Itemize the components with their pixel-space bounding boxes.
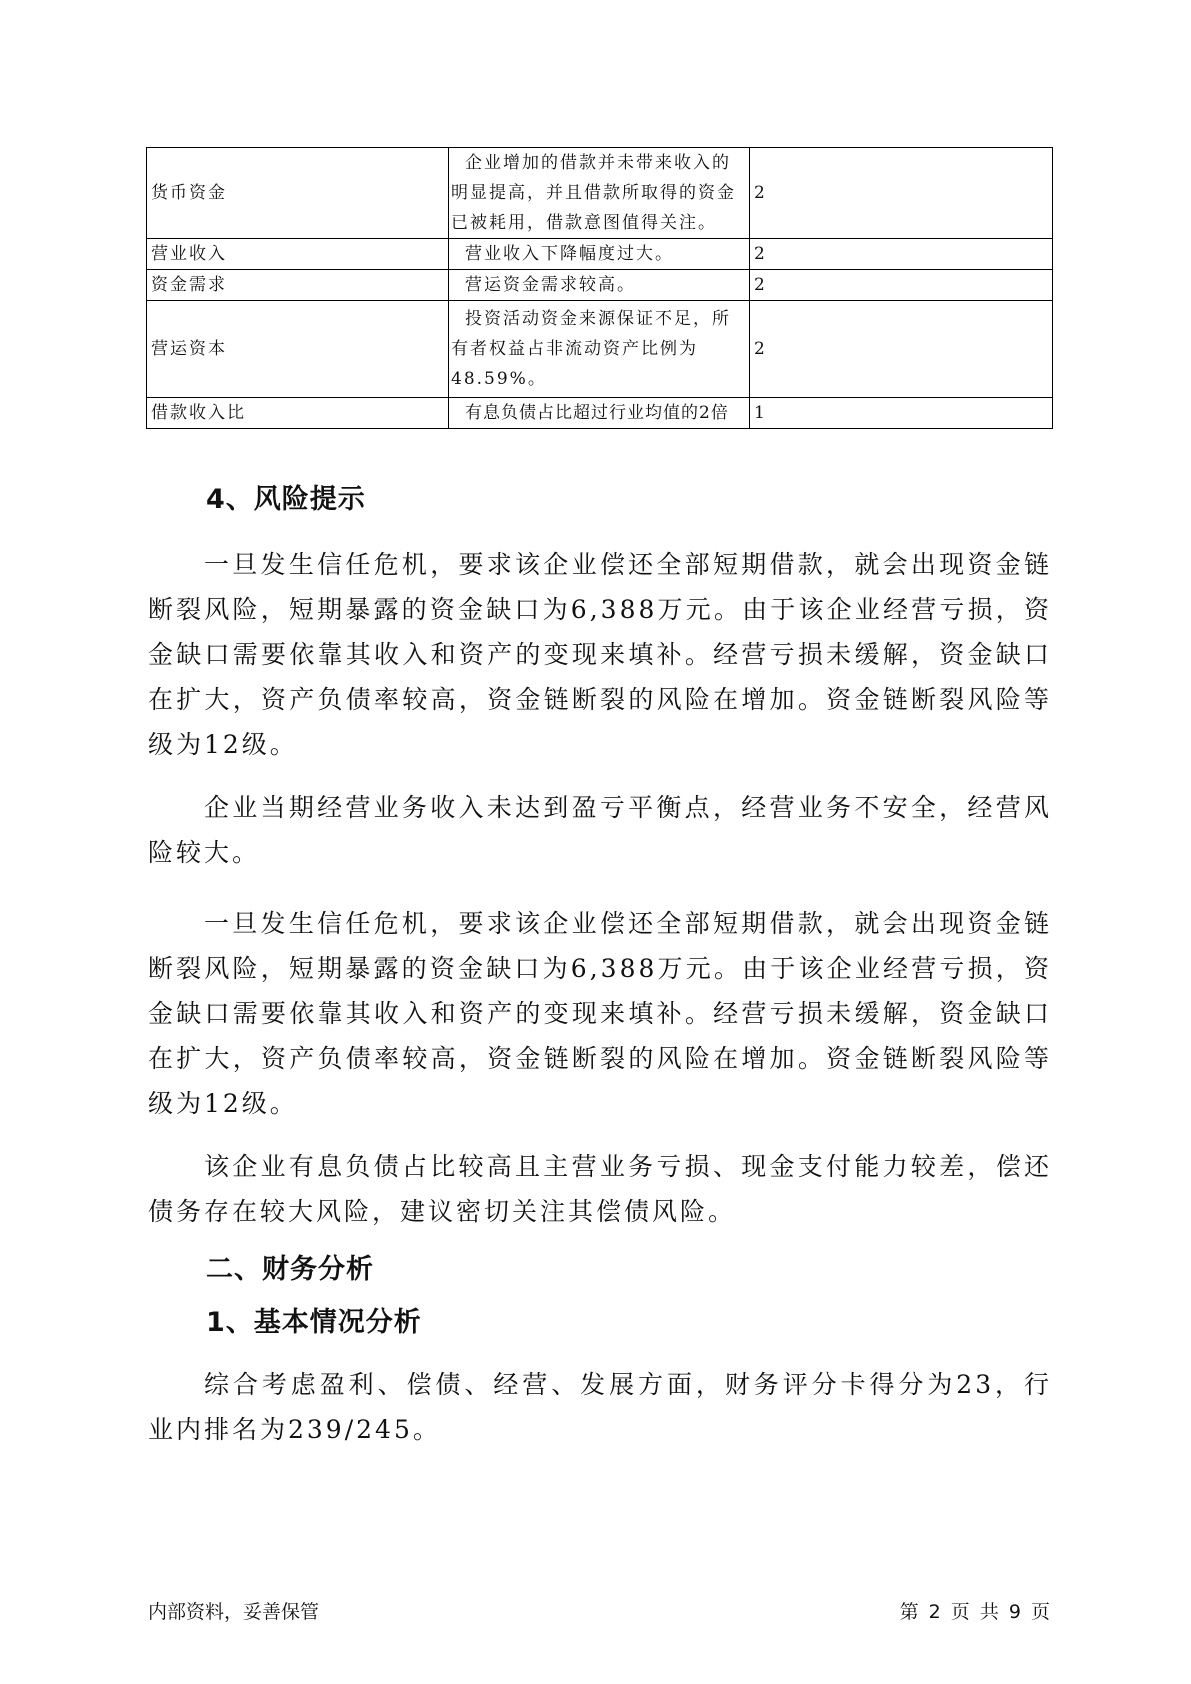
table-row (147, 270, 1053, 301)
description-first-line: 企业增加的借款并未带来收入的 (465, 153, 731, 173)
description-cell (449, 301, 750, 398)
description-cell (449, 148, 750, 239)
description-cell (449, 239, 750, 270)
indicator-cell: 借款收入比 (147, 398, 449, 429)
risk-paragraph-2: 企业当期经营业务收入未达到盈亏平衡点，经营业务不安全，经营风险较大。 (148, 793, 1052, 867)
risk-indicator-table (146, 147, 1053, 429)
description-first-line: 营业收入下降幅度过大。 (465, 244, 674, 264)
basic-analysis-heading: 1、基本情况分析 (206, 1307, 422, 1338)
indicator-cell: 货币资金 (147, 148, 449, 239)
table-row (147, 301, 1053, 398)
description-cell (449, 398, 750, 429)
description-first-line: 投资活动资金来源保证不足，所 (465, 309, 731, 329)
description-first-line: 有息负债占比超过行业均值的2倍 (465, 403, 729, 423)
score-cell: 2 (750, 270, 1053, 301)
risk-paragraph-4: 该企业有息负债占比较高且主营业务亏损、现金支付能力较差，偿还债务存在较大风险，建议密切关注其偿债风险。 (148, 1152, 1052, 1226)
score-cell: 2 (750, 301, 1053, 398)
indicator-cell: 营业收入 (147, 239, 449, 270)
finance-section-heading: 二、财务分析 (206, 1254, 374, 1285)
indicator-cell: 营运资本 (147, 301, 449, 398)
description-cell (449, 270, 750, 301)
footer-page-number: 第 2 页 共 9 页 (899, 1601, 1052, 1623)
basic-analysis-paragraph: 综合考虑盈利、偿债、经营、发展方面，财务评分卡得分为23，行业内排名为239/245。 (148, 1370, 1052, 1444)
description-rest: 有者权益占非流动资产比例为48.59%。 (451, 339, 698, 389)
risk-paragraph-3: 一旦发生信任危机，要求该企业偿还全部短期借款，就会出现资金链断裂风险，短期暴露的资金缺口为6,388万元。由于该企业经营亏损，资金缺口需要依靠其收入和资产的变现来填补。经营亏损未缓解，资金缺口在扩大，资产负债率较高，资金链断裂的风险在增加。资金链断裂风险等级为12级。 (148, 909, 1052, 1118)
description-rest: 明显提高，并且借款所取得的资金已被耗用，借款意图值得关注。 (451, 183, 736, 233)
table-row (147, 398, 1053, 429)
score-cell: 1 (750, 398, 1053, 429)
description-first-line: 营运资金需求较高。 (465, 275, 636, 295)
score-cell: 2 (750, 148, 1053, 239)
table-row (147, 148, 1053, 239)
risk-paragraph-1: 一旦发生信任危机，要求该企业偿还全部短期借款，就会出现资金链断裂风险，短期暴露的资金缺口为6,388万元。由于该企业经营亏损，资金缺口需要依靠其收入和资产的变现来填补。经营亏损未缓解，资金缺口在扩大，资产负债率较高，资金链断裂的风险在增加。资金链断裂风险等级为12级。 (148, 550, 1052, 759)
table-row (147, 239, 1053, 270)
score-cell: 2 (750, 239, 1053, 270)
indicator-cell: 资金需求 (147, 270, 449, 301)
risk-section-heading: 4、风险提示 (206, 484, 366, 515)
footer-confidential-note: 内部资料，妥善保管 (148, 1601, 320, 1623)
